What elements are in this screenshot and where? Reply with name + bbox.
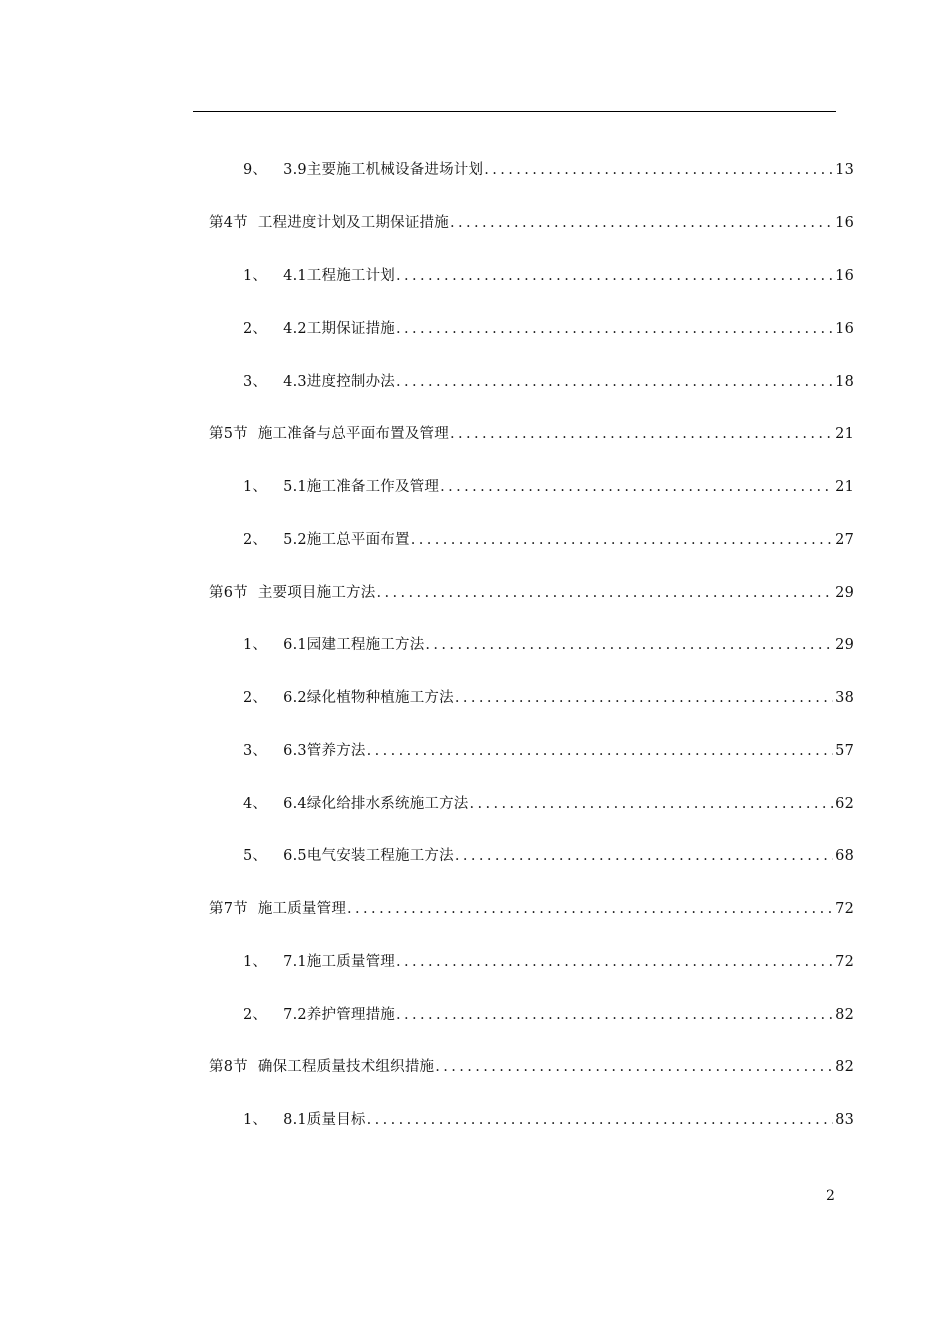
entry-number: 3、 (243, 743, 268, 759)
entry-title: 4.1工程施工计划 (283, 268, 395, 284)
entry-page: 62 (835, 796, 854, 812)
entry-title: 5.2施工总平面布置 (283, 532, 410, 548)
toc-entry[interactable] (209, 212, 854, 234)
leader-dots (484, 159, 833, 181)
entry-number: 5、 (243, 848, 268, 864)
toc-entry[interactable] (243, 265, 854, 287)
leader-dots (396, 951, 833, 973)
toc-entry[interactable] (243, 159, 854, 181)
toc-entry[interactable] (243, 687, 854, 709)
leader-dots (396, 265, 833, 287)
entry-title: 施工准备与总平面布置及管理 (257, 426, 449, 442)
entry-title: 7.2养护管理措施 (283, 1007, 395, 1023)
toc-entry[interactable] (243, 793, 854, 815)
entry-page: 29 (835, 637, 854, 653)
entry-title: 6.3管养方法 (283, 743, 366, 759)
entry-number: 1、 (243, 954, 268, 970)
entry-number: 第7节 (209, 901, 248, 917)
entry-page: 68 (835, 848, 854, 864)
leader-dots (435, 1056, 833, 1078)
entry-title: 8.1质量目标 (283, 1112, 366, 1128)
toc-entry[interactable] (209, 898, 854, 920)
entry-title: 主要项目施工方法 (257, 585, 376, 601)
toc-entry[interactable] (243, 740, 854, 762)
leader-dots (440, 476, 833, 498)
leader-dots (425, 634, 833, 656)
leader-dots (455, 845, 833, 867)
leader-dots (396, 371, 833, 393)
entry-page: 16 (835, 215, 854, 231)
entry-page: 72 (835, 954, 854, 970)
entry-number: 1、 (243, 1112, 268, 1128)
leader-dots (396, 318, 833, 340)
toc-entry[interactable] (243, 318, 854, 340)
entry-number: 第8节 (209, 1059, 248, 1075)
entry-number: 3、 (243, 374, 268, 390)
entry-page: 83 (835, 1112, 854, 1128)
toc-entry[interactable] (243, 1004, 854, 1026)
entry-title: 6.4绿化给排水系统施工方法 (283, 796, 469, 812)
entry-page: 82 (835, 1059, 854, 1075)
entry-page: 29 (835, 585, 854, 601)
entry-number: 2、 (243, 532, 268, 548)
entry-title: 3.9主要施工机械设备进场计划 (283, 162, 484, 178)
entry-title: 确保工程质量技术组织措施 (257, 1059, 435, 1075)
entry-number: 2、 (243, 321, 268, 337)
leader-dots (455, 687, 833, 709)
leader-dots (470, 793, 834, 815)
entry-title: 4.3进度控制办法 (283, 374, 395, 390)
entry-title: 6.1园建工程施工方法 (283, 637, 425, 653)
entry-number: 4、 (243, 796, 268, 812)
leader-dots (411, 529, 833, 551)
leader-dots (347, 898, 833, 920)
entry-page: 82 (835, 1007, 854, 1023)
entry-page: 27 (835, 532, 854, 548)
page-number: 2 (826, 1188, 835, 1204)
entry-page: 16 (835, 321, 854, 337)
entry-page: 38 (835, 690, 854, 706)
entry-number: 1、 (243, 637, 268, 653)
toc-entry[interactable] (243, 1109, 854, 1131)
leader-dots (367, 1109, 834, 1131)
entry-page: 18 (835, 374, 854, 390)
entry-title: 工程进度计划及工期保证措施 (257, 215, 449, 231)
toc-entry[interactable] (243, 845, 854, 867)
entry-title: 6.2绿化植物种植施工方法 (283, 690, 454, 706)
entry-number: 第4节 (209, 215, 248, 231)
toc-entry[interactable] (209, 1056, 854, 1078)
leader-dots (376, 582, 833, 604)
entry-title: 6.5电气安装工程施工方法 (283, 848, 454, 864)
entry-number: 9、 (243, 162, 268, 178)
toc-entry[interactable] (209, 423, 854, 445)
entry-page: 16 (835, 268, 854, 284)
entry-title: 4.2工期保证措施 (283, 321, 395, 337)
entry-number: 1、 (243, 268, 268, 284)
toc-entry[interactable] (243, 371, 854, 393)
leader-dots (367, 740, 834, 762)
entry-number: 第5节 (209, 426, 248, 442)
entry-number: 第6节 (209, 585, 248, 601)
toc-entry[interactable] (243, 529, 854, 551)
entry-title: 7.1施工质量管理 (283, 954, 395, 970)
leader-dots (450, 423, 833, 445)
entry-number: 2、 (243, 690, 268, 706)
entry-title: 5.1施工准备工作及管理 (283, 479, 440, 495)
entry-page: 57 (835, 743, 854, 759)
entry-number: 2、 (243, 1007, 268, 1023)
entry-page: 21 (835, 479, 854, 495)
leader-dots (450, 212, 833, 234)
toc-entry[interactable] (209, 582, 854, 604)
entry-page: 13 (835, 162, 854, 178)
entry-page: 21 (835, 426, 854, 442)
toc-entry[interactable] (243, 476, 854, 498)
entry-number: 1、 (243, 479, 268, 495)
toc-entry[interactable] (243, 951, 854, 973)
entry-page: 72 (835, 901, 854, 917)
toc-entry[interactable] (243, 634, 854, 656)
leader-dots (396, 1004, 833, 1026)
entry-title: 施工质量管理 (257, 901, 347, 917)
